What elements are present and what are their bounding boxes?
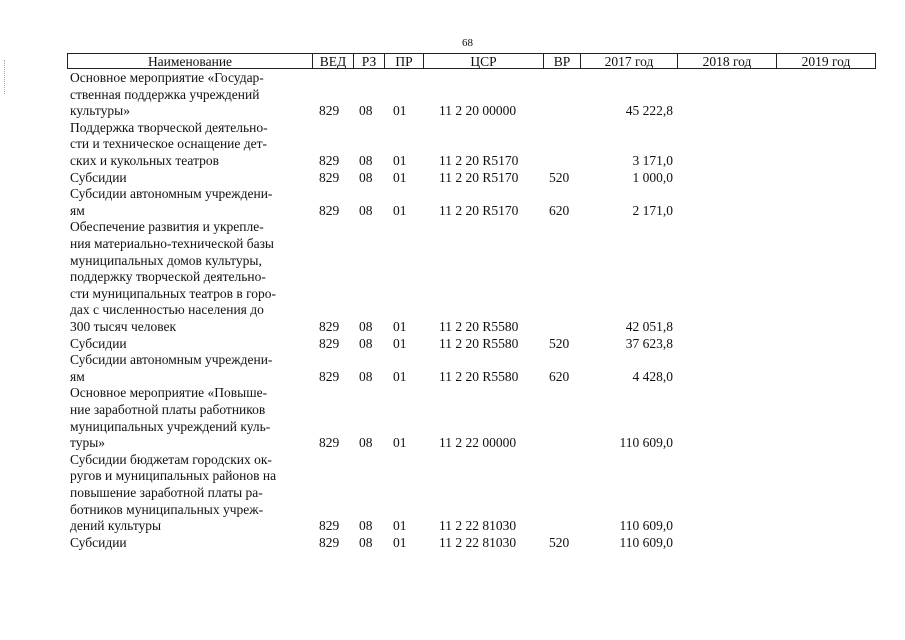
row-pr: 01: [393, 518, 407, 534]
row-csr: 11 2 20 R5170: [439, 202, 519, 218]
row-vr: 620: [549, 368, 570, 384]
row-csr: 11 2 20 R5170: [439, 169, 519, 185]
row-pr: 01: [393, 534, 407, 550]
row-vr: 520: [549, 169, 570, 185]
table-header: [67, 53, 876, 69]
header-ved: ВЕД: [319, 54, 347, 69]
row-pr: 01: [393, 319, 407, 334]
row-name-line: ботников муниципальных учреж-: [70, 501, 264, 517]
row-name-line: поддержку творческой деятельно-: [70, 269, 266, 285]
row-ved: 829: [319, 518, 340, 534]
row-name-line: ния материально-технической базы: [70, 236, 274, 251]
row-csr: 11 2 22 81030: [439, 534, 517, 550]
row-name-line: Субсидии: [70, 534, 127, 550]
row-ved: 829: [319, 534, 340, 550]
row-pr: 01: [393, 368, 407, 384]
row-vr: 520: [549, 534, 570, 550]
header-pr: ПР: [395, 54, 413, 69]
row-name-line: Субсидии автономным учреждени-: [70, 186, 273, 202]
row-amount-2017: 45 222,8: [625, 103, 673, 119]
row-amount-2017: 110 609,0: [619, 518, 673, 534]
row-name-line: Субсидии: [70, 169, 127, 185]
row-rz: 08: [359, 518, 373, 534]
row-name-line: ских и кукольных театров: [70, 153, 220, 168]
row-name-line: ственная поддержка учреждений: [70, 86, 260, 102]
row-csr: 11 2 20 R5580: [439, 368, 519, 384]
row-ved: 829: [319, 435, 340, 451]
row-name-line: Обеспечение развития и укрепле-: [70, 219, 264, 235]
row-name-line: дений культуры: [70, 518, 162, 534]
row-amount-2017: 37 623,8: [625, 335, 673, 351]
row-rz: 08: [359, 153, 373, 168]
row-ved: 829: [319, 335, 340, 351]
row-name-line: муниципальных домов культуры,: [70, 252, 262, 268]
row-csr: 11 2 20 00000: [439, 103, 517, 119]
row-rz: 08: [359, 435, 373, 451]
row-rz: 08: [359, 202, 373, 218]
row-name-line: ние заработной платы работников: [70, 402, 266, 417]
row-rz: 08: [359, 335, 373, 351]
row-amount-2017: 42 051,8: [625, 319, 673, 334]
row-amount-2017: 110 609,0: [619, 534, 673, 550]
header-name: Наименование: [147, 54, 233, 69]
row-amount-2017: 2 171,0: [632, 202, 673, 218]
row-amount-2017: 4 428,0: [632, 368, 673, 384]
row-pr: 01: [393, 153, 407, 168]
header-2017: 2017 год: [604, 54, 654, 69]
row-name-line: сти муниципальных театров в горо-: [70, 285, 277, 301]
row-csr: 11 2 22 00000: [439, 435, 517, 451]
row-name-line: повышение заработной платы ра-: [70, 485, 263, 500]
row-pr: 01: [393, 169, 407, 185]
row-pr: 01: [393, 202, 407, 218]
row-vr: 620: [549, 202, 570, 218]
header-csr: ЦСР: [470, 54, 497, 69]
row-rz: 08: [359, 319, 373, 334]
row-pr: 01: [393, 435, 407, 451]
header-vr: ВР: [553, 54, 571, 69]
row-name-line: ям: [70, 202, 85, 218]
row-name-line: Основное мероприятие «Повыше-: [70, 385, 268, 401]
header-rz: РЗ: [361, 54, 377, 69]
row-rz: 08: [359, 368, 373, 384]
scan-margin-mark: [4, 60, 6, 94]
row-rz: 08: [359, 534, 373, 550]
row-name-line: ям: [70, 368, 85, 384]
row-vr: 520: [549, 335, 570, 351]
row-pr: 01: [393, 103, 407, 119]
page-number: 68: [462, 37, 473, 49]
row-csr: 11 2 20 R5170: [439, 153, 519, 168]
row-ved: 829: [319, 202, 340, 218]
row-name-line: Субсидии автономным учреждени-: [70, 352, 273, 368]
row-ved: 829: [319, 368, 340, 384]
row-pr: 01: [393, 335, 407, 351]
row-csr: 11 2 22 81030: [439, 518, 517, 534]
row-name-line: 300 тысяч человек: [70, 319, 177, 334]
row-name-line: Субсидии бюджетам городских ок-: [70, 451, 272, 467]
row-name-line: культуры»: [70, 103, 130, 119]
row-amount-2017: 3 171,0: [632, 153, 673, 168]
row-ved: 829: [319, 319, 340, 334]
row-name-line: туры»: [70, 435, 106, 451]
row-name-line: муниципальных учреждений куль-: [70, 418, 271, 434]
row-name-line: Субсидии: [70, 335, 127, 351]
row-csr: 11 2 20 R5580: [439, 335, 519, 351]
row-name-line: ругов и муниципальных районов на: [70, 468, 277, 484]
row-name-line: сти и техническое оснащение дет-: [70, 136, 268, 152]
row-name-line: Поддержка творческой деятельно-: [70, 119, 268, 135]
header-2019: 2019 год: [801, 54, 851, 69]
row-ved: 829: [319, 103, 340, 119]
row-name-line: дах с численностью населения до: [70, 302, 264, 318]
row-rz: 08: [359, 103, 373, 119]
row-name-line: Основное мероприятие «Государ-: [70, 70, 264, 85]
row-amount-2017: 1 000,0: [632, 169, 673, 185]
header-2018: 2018 год: [702, 54, 752, 69]
row-amount-2017: 110 609,0: [619, 435, 673, 451]
row-rz: 08: [359, 169, 373, 185]
row-ved: 829: [319, 153, 340, 168]
row-ved: 829: [319, 169, 340, 185]
row-csr: 11 2 20 R5580: [439, 319, 519, 334]
